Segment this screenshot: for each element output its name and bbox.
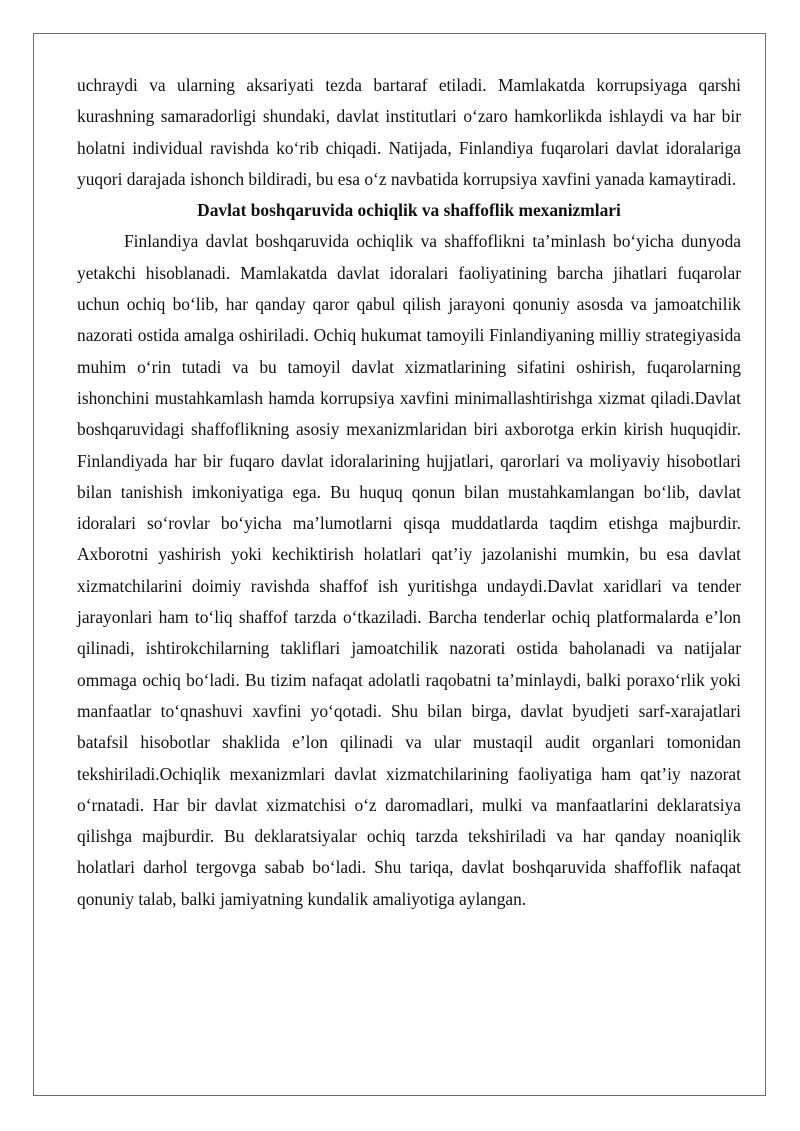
document-body	[77, 70, 741, 915]
paragraph-intro: uchraydi va ularning aksariyati tezda bartaraf etiladi. Mamlakatda korrupsiyaga qarshi kurashning samaradorligi shundaki, davlat institutlari o‘zaro hamkorlikda ishlaydi va har bir holatni individual ravishda ko‘rib chiqadi. Natijada, Finlandiya fuqarolari davlat idoralariga yuqori darajada ishonch bildiradi, bu esa o‘z navbatida korrupsiya xavfini yanada kamaytiradi.	[77, 75, 741, 189]
paragraph-main: Finlandiya davlat boshqaruvida ochiqlik va shaffoflikni ta’minlash bo‘yicha dunyoda yetakchi hisoblanadi. Mamlakatda davlat idoralari faoliyatining barcha jihatlari fuqarolar uchun ochiq bo‘lib, har qanday qaror qabul qilish jarayoni qonuniy asosda va jamoatchilik nazorati ostida amalga oshiriladi. Ochiq hukumat tamoyili Finlandiyaning milliy strategiyasida muhim o‘rin tutadi va bu tamoyil davlat xizmatlarining sifatini oshirish, fuqarolarning ishonchini mustahkamlash hamda korrupsiya xavfini minimallashtirishga xizmat qiladi.Davlat boshqaruvidagi shaffoflikning asosiy mexanizmlaridan biri axborotga erkin kirish huquqidir. Finlandiyada har bir fuqaro davlat idoralarining hujjatlari, qarorlari va moliyaviy hisobotlari bilan tanishish imkoniyatiga ega. Bu huquq qonun bilan mustahkamlangan bo‘lib, davlat idoralari so‘rovlar bo‘yicha ma’lumotlarni qisqa muddatlarda taqdim etishga majburdir. Axborotni yashirish yoki kechiktirish holatlari qat’iy jazolanishi mumkin, bu esa davlat xizmatchilarini doimiy ravishda shaffof ish yuritishga undaydi.Davlat xaridlari va tender jarayonlari ham to‘liq shaffof tarzda o‘tkaziladi. Barcha tenderlar ochiq platformalarda e’lon qilinadi, ishtirokchilarning takliflari jamoatchilik nazorati ostida baholanadi va natijalar ommaga ochiq bo‘ladi. Bu tizim nafaqat adolatli raqobatni ta’minlaydi, balki poraxo‘rlik yoki manfaatlar to‘qnashuvi xavfini yo‘qotadi. Shu bilan birga, davlat byudjeti sarf-xarajatlari batafsil hisobotlar shaklida e’lon qilinadi va ular mustaqil audit organlari tomonidan tekshiriladi.Ochiqlik mexanizmlari davlat xizmatchilarining faoliyatiga ham qat’iy nazorat o‘rnatadi. Har bir davlat xizmatchisi o‘z daromadlari, mulki va manfaatlarini deklaratsiya qilishga majburdir. Bu deklaratsiyalar ochiq tarzda tekshiriladi va har qanday noaniqlik holatlari darhol tergovga sabab bo‘ladi. Shu tariqa, davlat boshqaruvida shaffoflik nafaqat qonuniy talab, balki jamiyatning kundalik amaliyotiga aylangan.	[77, 231, 741, 909]
section-heading: Davlat boshqaruvida ochiqlik va shaffoflik mexanizmlari	[197, 200, 621, 221]
